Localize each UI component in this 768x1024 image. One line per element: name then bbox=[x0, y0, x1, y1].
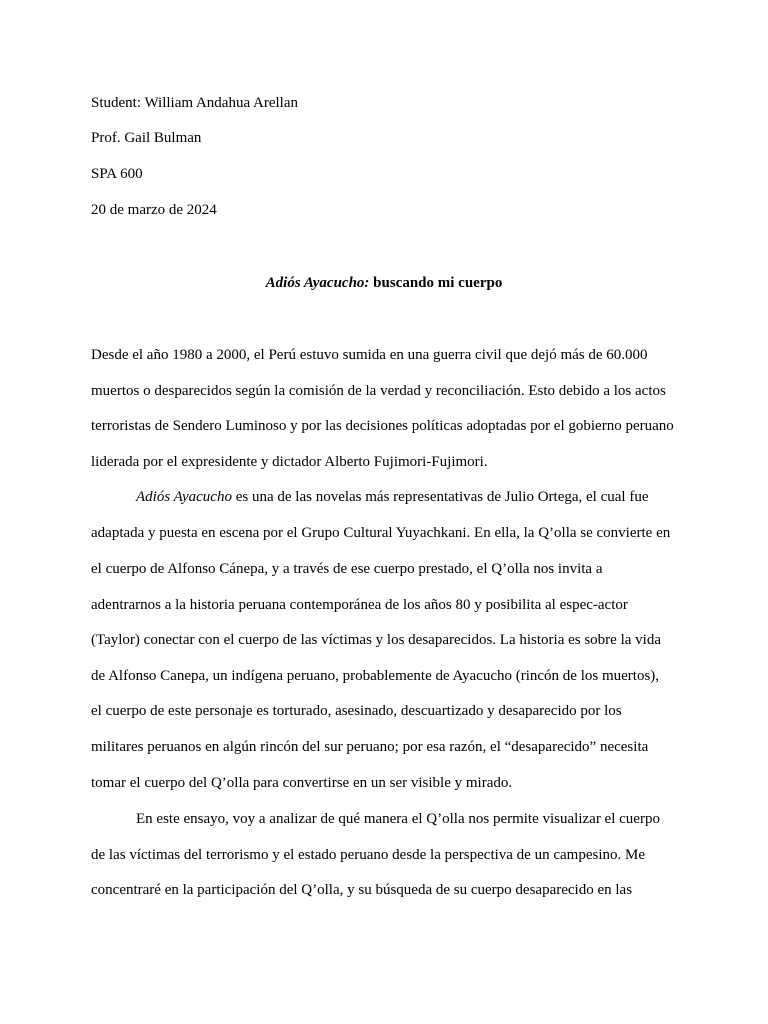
paragraph-2-line: militares peruanos en algún rincón del sur peruano; por esa razón, el “desaparecido” necesita bbox=[91, 739, 649, 755]
professor-name: Prof. Gail Bulman bbox=[91, 130, 202, 146]
paragraph-3-first-line: En este ensayo, voy a analizar de qué manera el Q’olla nos permite visualizar el cuerpo bbox=[136, 811, 660, 827]
course-code: SPA 600 bbox=[91, 166, 143, 182]
paragraph-3-line: de las víctimas del terrorismo y el estado peruano desde la perspectiva de un campesino. Me bbox=[91, 847, 645, 863]
essay-title-rest: buscando mi cuerpo bbox=[369, 275, 503, 291]
paragraph-2-line: (Taylor) conectar con el cuerpo de las víctimas y los desaparecidos. La historia es sobre la vida bbox=[91, 632, 661, 648]
novel-title-italic: Adiós Ayacucho bbox=[136, 489, 232, 505]
document-date: 20 de marzo de 2024 bbox=[91, 202, 217, 218]
paragraph-2-line: el cuerpo de este personaje es torturado, asesinado, descuartizado y desaparecido por los bbox=[91, 703, 622, 719]
paragraph-2-line: el cuerpo de Alfonso Cánepa, y a través de ese cuerpo prestado, el Q’olla nos invita a bbox=[91, 561, 603, 577]
paragraph-2-line: adaptada y puesta en escena por el Grupo Cultural Yuyachkani. En ella, la Q’olla se convierte en bbox=[91, 525, 671, 541]
paragraph-1-line: liderada por el expresidente y dictador Alberto Fujimori-Fujimori. bbox=[91, 454, 488, 470]
paragraph-2-line: tomar el cuerpo del Q’olla para convertirse en un ser visible y mirado. bbox=[91, 775, 513, 791]
paragraph-3-line: concentraré en la participación del Q’olla, y su búsqueda de su cuerpo desaparecido en las bbox=[91, 882, 633, 898]
essay-title bbox=[0, 274, 768, 292]
essay-title-italic: Adiós Ayacucho: bbox=[265, 275, 370, 291]
paragraph-2-first-line bbox=[136, 488, 648, 506]
paragraph-2-line: de Alfonso Canepa, un indígena peruano, probablemente de Ayacucho (rincón de los muertos), bbox=[91, 668, 660, 684]
paragraph-1-line: muertos o desparecidos según la comisión de la verdad y reconciliación. Esto debido a los actos bbox=[91, 383, 666, 399]
student-name: Student: William Andahua Arellan bbox=[91, 95, 299, 111]
paragraph-2-line: adentrarnos a la historia peruana contemporánea de los años 80 y posibilita al espec-actor bbox=[91, 597, 628, 613]
paragraph-1-line: Desde el año 1980 a 2000, el Perú estuvo sumida en una guerra civil que dejó más de 60.000 bbox=[91, 347, 648, 363]
paragraph-1-line: terroristas de Sendero Luminoso y por las decisiones políticas adoptadas por el gobierno peruano bbox=[91, 418, 674, 434]
paragraph-2-first-rest: es una de las novelas más representativas de Julio Ortega, el cual fue bbox=[231, 489, 649, 505]
